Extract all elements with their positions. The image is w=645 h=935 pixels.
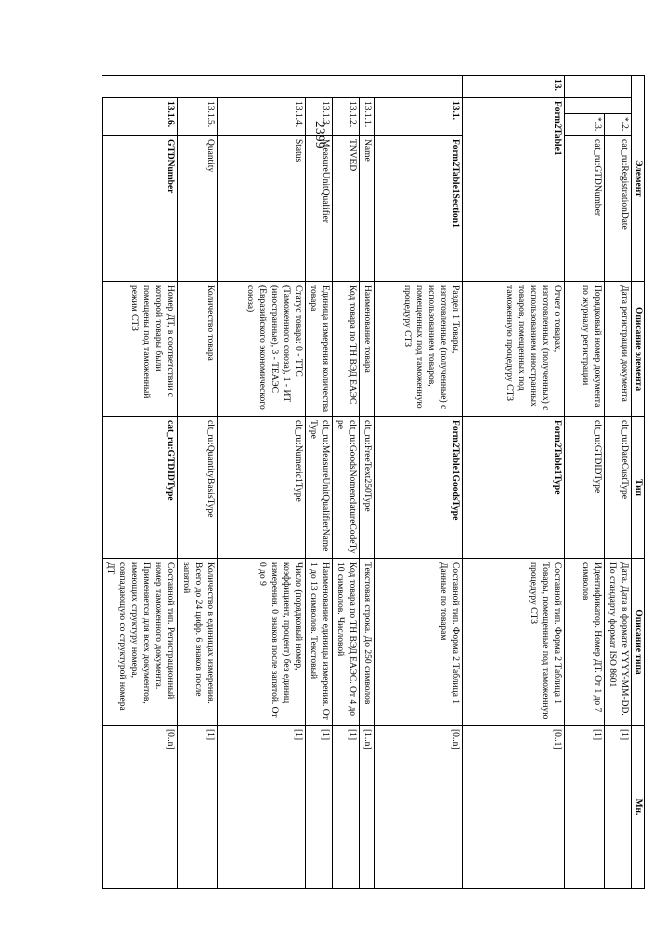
element-type: clt_ru:DateCustType [605, 417, 632, 559]
header-mult: Мн. [632, 726, 645, 889]
table-row [375, 76, 463, 909]
multiplicity: [1] [333, 726, 360, 889]
type-description: Текстовая строка. До 250 символов [360, 559, 375, 726]
row-number: 13.1.6. [103, 98, 178, 136]
element-description: Наименование товара [360, 282, 375, 417]
element-description: Отчет о товарах, изготовленных (полученных) с использованием иностранных товаров, помещенных под таможенную процедуру СТЗ [463, 282, 565, 417]
element-name: cat_ru:RegistrationDate [605, 136, 632, 282]
element-description: Раздел 1 Товары, изготовленные (полученные) с использованием товаров, помещенных под таможенную процедуру СТЗ [375, 282, 463, 417]
element-type: clt_ru:GoodsNomenclatureCodeType [333, 417, 360, 559]
right-margin-cell [103, 889, 645, 909]
table-row [565, 76, 605, 909]
element-name: Quantity [178, 136, 218, 282]
indent-cell [605, 76, 632, 98]
table-row [306, 76, 333, 909]
element-name: Status [218, 136, 306, 282]
element-type: clt_ru:FreeText250Type [360, 417, 375, 559]
type-description: Наименование единицы измерения. От 1 до 13 символов. Текстовый [306, 559, 333, 726]
element-name: Form2Table1Section1 [375, 136, 463, 282]
multiplicity: [1] [565, 726, 605, 889]
multiplicity: [0..n] [103, 726, 178, 889]
element-type: clt_ru:MeasureUnitQualifierNameType [306, 417, 333, 559]
row-number: 13.1. [375, 98, 463, 136]
row-marker: *.2. [605, 114, 632, 136]
multiplicity: [1] [218, 726, 306, 889]
type-description: Дата. Дата в формате YYYY-MM-DD. По стандарту формат ISO 8601 [605, 559, 632, 726]
element-description: Статус товара: 0 - ТТС (Таможенного союза), 1 - ИТ (иностранные), 3 - ТЕАЭС (Евразийского экономического союза) [218, 282, 306, 417]
element-description: Дата регистрации документа [605, 282, 632, 417]
indent-cell [565, 98, 605, 114]
element-name: Form2Table1 [463, 98, 565, 282]
multiplicity: [1] [306, 726, 333, 889]
row-number: 13.1.5. [178, 98, 218, 136]
element-name: cat_ru:GTDNumber [565, 136, 605, 282]
indent-cell [565, 76, 605, 98]
row-number: 13.1.1. [360, 98, 375, 136]
element-type: Form2Table1Type [463, 417, 565, 559]
type-description: Код товара по ТН ВЭД ЕАЭС. От 4 до 10 символов. Числовой [333, 559, 360, 726]
table-row [218, 76, 306, 909]
multiplicity: [1] [605, 726, 632, 889]
schema-table [102, 75, 645, 909]
element-description: Количество товара [178, 282, 218, 417]
type-description: Составной тип. Форма 2 Таблица 1 Товары, помещенные под таможенную процедуру СТЗ [463, 559, 565, 726]
element-type: clt_ru:QuantityBasisType [178, 417, 218, 559]
row-marker: *.3. [565, 114, 605, 136]
element-name: Name [360, 136, 375, 282]
element-type: clt_ru:GTDIDType [565, 417, 605, 559]
multiplicity: [0..n] [375, 726, 463, 889]
element-name: MeasureUnitQualifier [306, 136, 333, 282]
indent-cell [103, 76, 463, 98]
type-description: Составной тип. Форма 2 Таблица 1 Данные по товарам [375, 559, 463, 726]
table-row [333, 76, 360, 909]
multiplicity: [1..n] [360, 726, 375, 889]
multiplicity: [0..1] [463, 726, 565, 889]
element-description: Код товара по ТН ВЭД ЕАЭС [333, 282, 360, 417]
page-number: 2399 [313, 121, 328, 149]
type-description: Составной тип. Регистрационный номер таможенного документа. Применяется для всех документов, имеющих структуру номера, совпадающую со структурой номера ДТ [103, 559, 178, 726]
type-description: Количество в единицах измерения. Всего до 24 цифр. 6 знаков после запятой [178, 559, 218, 726]
indent-cell [605, 98, 632, 114]
table-row [178, 76, 218, 909]
header-element: Элемент [632, 76, 645, 282]
header-type: Тип [632, 417, 645, 559]
row-number: 13.1.3. [306, 98, 333, 136]
element-type: cat_ru:GTDIDType [103, 417, 178, 559]
row-number: 13. [463, 76, 565, 98]
element-type: clt_ru:Numeric1Type [218, 417, 306, 559]
element-description: Единица измерения количества товара [306, 282, 333, 417]
rotated-page-area [105, 75, 645, 935]
rotated-frame [105, 75, 645, 935]
header-type-desc: Описание типа [632, 559, 645, 726]
header-element-desc: Описание элемента [632, 282, 645, 417]
row-number: 13.1.2. [333, 98, 360, 136]
element-type: Form2Table1GoodsType [375, 417, 463, 559]
header-row [632, 76, 645, 909]
multiplicity: [1] [178, 726, 218, 889]
element-description: Номер ДТ, в соответствии с которой товары были помещены под таможенный режим СТЗ [103, 282, 178, 417]
type-description: Идентификатор. Номер ДТ. От 1 до 7 символов [565, 559, 605, 726]
element-name: TNVED [333, 136, 360, 282]
table-row [463, 76, 565, 909]
type-description: Число (порядковый номер, коэффициент, процент) без единиц измерения. 0 знаков после запятой. От 0 до 9 [218, 559, 306, 726]
element-name: GTDNumber [103, 136, 178, 282]
table-row [605, 76, 632, 909]
element-description: Порядковый номер документа по журналу регистрации [565, 282, 605, 417]
table-row [360, 76, 375, 909]
row-number: 13.1.4. [218, 98, 306, 136]
table-row [103, 76, 178, 909]
